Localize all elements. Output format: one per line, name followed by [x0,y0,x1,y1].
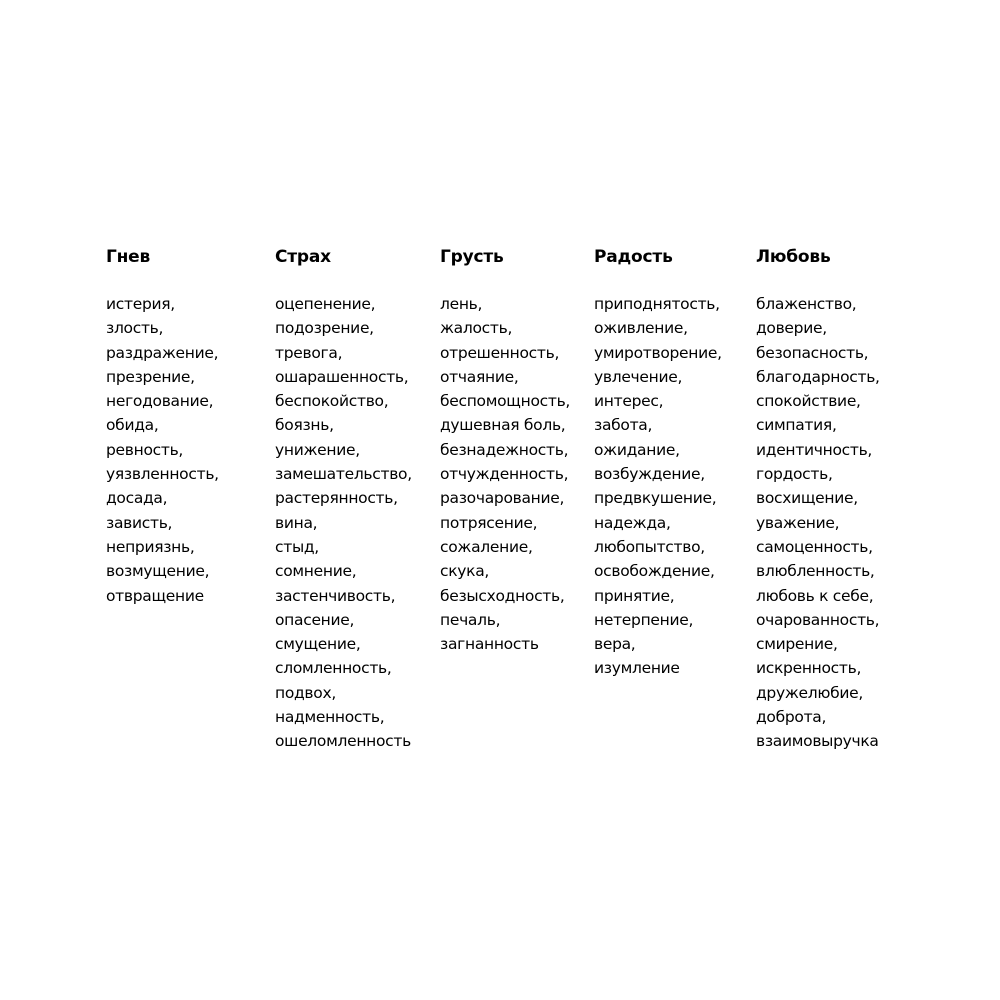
emotion-word: безопасность, [756,343,869,362]
emotion-word: ревность, [106,440,184,459]
column-sadness [440,244,590,656]
emotion-word: уязвленность, [106,465,219,484]
emotion-word: увлечение, [594,367,683,386]
word-list [594,292,749,681]
emotion-word: нетерпение, [594,610,694,629]
emotion-word: благодарность, [756,367,880,386]
emotion-word: любопытство, [594,537,705,556]
word-list [756,292,916,754]
emotion-word: тревога, [275,343,343,362]
emotion-word: принятие, [594,586,675,605]
emotion-word: беспомощность, [440,392,571,411]
emotion-word: вера, [594,635,636,654]
column-anger [106,244,266,608]
emotion-word: ошарашенность, [275,367,409,386]
emotion-word: влюбленность, [756,562,875,581]
emotion-word: безысходность, [440,586,565,605]
emotion-word: неприязнь, [106,537,195,556]
emotion-word: дружелюбие, [756,683,863,702]
emotion-word: замешательство, [275,465,412,484]
emotion-word: очарованность, [756,610,880,629]
emotion-word: лень, [440,295,483,313]
column-title: Гнев [106,247,151,267]
column-title: Страх [275,247,331,267]
column-title: Любовь [756,247,831,267]
emotion-columns [0,244,1000,764]
emotion-word: растерянность, [275,489,398,508]
emotion-word: предвкушение, [594,489,717,508]
word-list [440,292,590,656]
emotion-word: потрясение, [440,513,538,532]
emotion-word: надежда, [594,513,671,532]
emotion-word: отчужденность, [440,465,569,484]
emotion-word: подвох, [275,683,336,702]
emotion-word: сломленность, [275,659,392,678]
emotion-word: презрение, [106,367,195,386]
emotion-word: возбуждение, [594,465,705,484]
emotion-word: интерес, [594,392,664,411]
emotion-word: взаимовыручка [756,732,879,751]
column-love [756,244,916,754]
word-list [275,292,435,754]
emotion-word: злость, [106,319,164,338]
emotion-word: оцепенение, [275,295,376,313]
emotion-word: опасение, [275,610,355,629]
emotion-word: сомнение, [275,562,357,581]
emotion-word: беспокойство, [275,392,389,411]
emotion-word: смирение, [756,635,838,654]
emotion-word: спокойствие, [756,392,861,411]
emotion-word: гордость, [756,465,833,484]
emotion-word: безнадежность, [440,440,569,459]
word-list [106,292,266,608]
emotion-word: стыд, [275,537,319,556]
emotion-word: отвращение [106,586,204,605]
emotion-word: идентичность, [756,440,873,459]
emotion-word: раздражение, [106,343,219,362]
emotion-word: забота, [594,416,653,435]
emotion-word: вина, [275,513,318,532]
emotion-word: зависть, [106,513,173,532]
emotion-word: ошеломленность [275,732,411,751]
emotion-word: изумление [594,659,680,678]
emotion-word: возмущение, [106,562,210,581]
emotion-word: отрешенность, [440,343,560,362]
emotion-word: блаженство, [756,295,857,313]
column-joy [594,244,749,681]
emotion-word: искренность, [756,659,862,678]
emotion-word: унижение, [275,440,360,459]
column-title: Радость [594,247,673,267]
emotion-word: надменность, [275,708,385,727]
emotion-word: освобождение, [594,562,715,581]
emotion-word: сожаление, [440,537,533,556]
emotion-word: доброта, [756,708,827,727]
emotion-word: приподнятость, [594,295,720,313]
emotion-word: боязнь, [275,416,334,435]
emotion-word: подозрение, [275,319,374,338]
emotion-word: разочарование, [440,489,565,508]
emotion-word: скука, [440,562,490,581]
emotion-word: смущение, [275,635,361,654]
emotion-word: доверие, [756,319,827,338]
emotion-word: умиротворение, [594,343,722,362]
emotion-word: отчаяние, [440,367,519,386]
emotion-word: оживление, [594,319,688,338]
emotion-word: негодование, [106,392,214,411]
emotion-word: истерия, [106,295,175,313]
emotion-word: досада, [106,489,168,508]
emotion-word: ожидание, [594,440,680,459]
emotion-word: восхищение, [756,489,858,508]
emotion-word: загнанность [440,635,539,654]
emotion-word: застенчивость, [275,586,396,605]
emotion-word: жалость, [440,319,513,338]
emotion-word: самоценность, [756,537,873,556]
emotion-word: уважение, [756,513,840,532]
emotion-word: любовь к себе, [756,586,874,605]
column-title: Грусть [440,247,504,267]
emotion-word: печаль, [440,610,501,629]
emotion-word: обида, [106,416,159,435]
emotion-word: душевная боль, [440,416,566,435]
column-fear [275,244,435,754]
emotion-word: симпатия, [756,416,837,435]
